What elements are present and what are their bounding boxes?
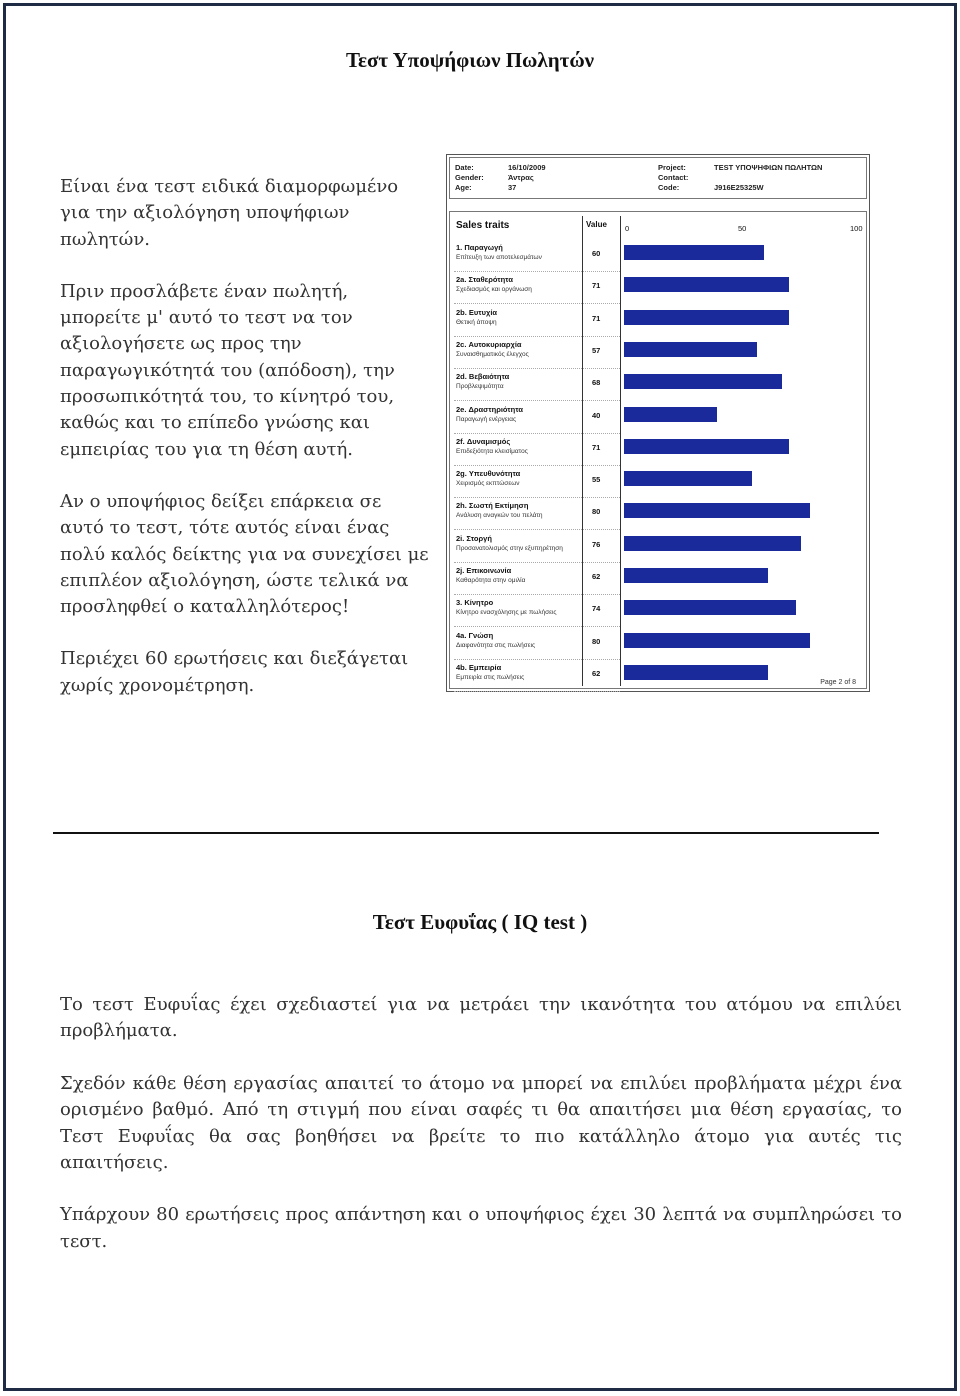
trait-bar (624, 503, 810, 518)
trait-row (454, 402, 862, 434)
trait-name: 2c. Αυτοκυριαρχία (456, 339, 522, 349)
trait-bar (624, 374, 782, 389)
trait-name: 2h. Σωστή Εκτίμηση (456, 501, 529, 511)
trait-bar (624, 277, 789, 292)
trait-row (454, 240, 862, 272)
intro-paragraph-3: Αν ο υποψήφιος δείξει επάρκεια σε αυτό το τεστ, τότε αυτός είναι ένας πολύ καλός δείκτης για να συνεχίσει με επιπλέον αξιολόγηση, ώστε τελικά να προσληφθεί ο καταλληλότερος! (60, 490, 429, 618)
trait-value: 74 (592, 604, 601, 614)
trait-name: 4b. Εμπειρία (456, 662, 502, 672)
trait-name: 4a. Γνώση (456, 630, 494, 640)
trait-row (454, 595, 862, 627)
intro-text (60, 174, 430, 699)
project-value: TEST ΥΠΟΨΗΦΙΩΝ ΠΩΛΗΤΩΝ (714, 163, 823, 172)
date-label: Date: (455, 163, 474, 172)
trait-value: 76 (592, 539, 601, 549)
trait-value: 57 (592, 345, 601, 355)
trait-bar (624, 536, 801, 551)
trait-subtitle: Διαφανότητα στις πωλήσεις (456, 641, 536, 649)
trait-name: 2a. Σταθερότητα (456, 275, 513, 285)
iq-paragraph-3: Υπάρχουν 80 ερωτήσεις προς απάντηση και ο υποψήφιος έχει 30 λεπτά να συμπληρώσει το τεστ. (60, 1204, 902, 1252)
trait-bar (624, 439, 789, 454)
trait-row (454, 369, 862, 401)
trait-bar (624, 245, 764, 260)
trait-subtitle: Προσανατολισμός στην εξυπηρέτηση (456, 544, 563, 552)
trait-bar (624, 665, 768, 680)
trait-name: 2b. Ευτυχία (456, 307, 498, 317)
intro-paragraph-2: Πριν προσλάβετε έναν πωλητή, μπορείτε μ' αυτό το τεστ να τον αξιολογήσετε ως προς την παραγωγικότητά του (απόδοση), την προσωπικότητά του, το κίνητρό του, καθώς και το επίπεδο γνώσης και εμπειρίας του για τη θέση αυτή. (60, 280, 395, 460)
trait-name: 2f. Δυναμισμός (456, 436, 511, 446)
section-title-iq: Τεστ Ευφυΐας ( IQ test ) (372, 910, 588, 934)
gender-value: Άντρας (508, 173, 534, 182)
trait-value: 62 (592, 572, 601, 581)
report-page-number: Page 2 of 8 (820, 679, 856, 686)
trait-row (454, 305, 862, 337)
iq-paragraph-2: Σχεδόν κάθε θέση εργασίας απαιτεί το άτομο να μπορεί να επιλύει προβλήματα μέχρι ένα ορισμένο βαθμό. Από τη στιγμή που είναι σαφές τι θα απαιτήσει μια θέση εργασίας, το Τεστ Ευφυΐας θα σας βοηθήσει να βρείτε το πιο κατάλληλο άτομο για αυτές τις απαιτήσεις. (60, 1072, 902, 1174)
gender-label: Gender: (455, 173, 484, 182)
trait-row (454, 272, 862, 304)
trait-subtitle: Επιδεξιότητα κλεισίματος (456, 447, 528, 455)
trait-value: 62 (592, 668, 601, 678)
trait-name: 2i. Στοργή (456, 533, 492, 543)
report-header (449, 157, 867, 199)
trait-value: 71 (592, 281, 601, 291)
axis-tick-0: 0 (625, 224, 630, 233)
trait-subtitle: Ανάλυση αναγκών του πελάτη (456, 512, 543, 520)
trait-value: 80 (592, 636, 601, 646)
trait-bar (624, 600, 796, 615)
trait-bar (624, 471, 752, 486)
trait-subtitle: Συναισθηματικός έλεγχος (456, 350, 529, 358)
trait-name: 2d. Βεβαιότητα (456, 372, 510, 382)
intro-paragraph-4: Περιέχει 60 ερωτήσεις και διεξάγεται χωρίς χρονομέτρηση. (60, 648, 409, 696)
trait-subtitle: Καθαρότητα στην ομιλία (456, 577, 526, 584)
trait-subtitle: Κίνητρο ενασχόλησης με πωλήσεις (456, 609, 557, 617)
trait-subtitle: Προβλεψιμότητα (456, 383, 504, 391)
code-label: Code: (658, 183, 680, 192)
trait-value: 40 (592, 410, 601, 420)
trait-subtitle: Θετική άποψη (456, 318, 497, 326)
trait-name: 2g. Υπευθυνότητα (456, 469, 521, 479)
trait-subtitle: Χειρισμός εκπτώσεων (456, 480, 520, 488)
project-label: Project: (658, 163, 686, 172)
trait-row (454, 466, 862, 498)
trait-row (454, 498, 862, 530)
trait-value: 71 (592, 442, 601, 452)
axis-tick-50: 50 (738, 224, 747, 233)
trait-name: 3. Κίνητρο (456, 598, 494, 608)
intro-paragraph-1: Είναι ένα τεστ ειδικά διαμορφωμένο για την αξιολόγηση υποψήφιων πωλητών. (60, 176, 399, 250)
trait-name: 2e. Δραστηριότητα (456, 404, 523, 414)
value-heading: Value (586, 220, 607, 229)
trait-bar (624, 633, 810, 648)
date-value: 16/10/2009 (508, 163, 546, 172)
trait-bar (624, 310, 789, 325)
section-divider (53, 832, 879, 834)
traits-heading: Sales traits (456, 220, 510, 231)
age-label: Age: (455, 183, 472, 192)
trait-value: 68 (592, 378, 601, 388)
iq-paragraph-1: Το τεστ Ευφυΐας έχει σχεδιαστεί για να μετράει την ικανότητα του ατόμου να επιλύει προβλήματα. (60, 994, 902, 1042)
trait-subtitle: Παραγωγή ενέργειας (456, 415, 517, 423)
age-value: 37 (508, 183, 517, 192)
code-value: J916E25325W (714, 183, 764, 192)
trait-name: 2j. Επικοινωνία (456, 566, 512, 575)
traits-table (449, 211, 867, 689)
trait-bar (624, 568, 768, 583)
trait-value: 80 (592, 507, 601, 517)
row-separator (454, 691, 620, 692)
trait-row (454, 434, 862, 466)
trait-subtitle: Εμπειρία στις πωλήσεις (456, 673, 525, 681)
trait-row (454, 628, 862, 660)
trait-row (454, 660, 862, 692)
trait-subtitle: Επίτευξη των αποτελεσμάτων (456, 254, 542, 261)
trait-value: 60 (592, 249, 601, 258)
axis-tick-100: 100 (850, 224, 863, 233)
trait-bar (624, 407, 717, 422)
trait-subtitle: Σχεδιασμός και οργάνωση (456, 286, 532, 294)
contact-label: Contact: (658, 173, 689, 182)
trait-bar (624, 342, 757, 357)
sales-traits-report (446, 154, 870, 692)
iq-text (60, 992, 902, 1255)
trait-value: 71 (592, 313, 601, 323)
trait-row (454, 563, 862, 595)
trait-value: 55 (592, 475, 601, 485)
trait-name: 1. Παραγωγή (456, 243, 503, 252)
page-title: Τεστ Υποψήφιων Πωλητών (345, 48, 595, 72)
trait-row (454, 531, 862, 563)
trait-row (454, 337, 862, 369)
